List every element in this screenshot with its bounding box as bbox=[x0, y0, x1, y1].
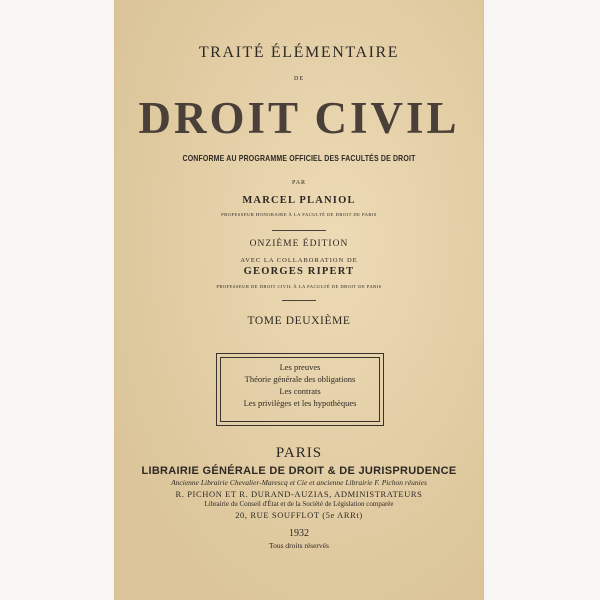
author-name: MARCEL PLANIOL bbox=[242, 195, 356, 206]
author-title: PROFESSEUR HONORAIRE À LA FACULTÉ DE DROIT DE PARIS bbox=[221, 212, 377, 217]
contents-item: Les privilèges et les hypothèques bbox=[243, 398, 357, 408]
conformity-line: CONFORME AU PROGRAMME OFFICIEL DES FACULTÉS DE DROIT bbox=[182, 153, 416, 163]
main-title: DROIT CIVIL bbox=[138, 93, 460, 143]
divider-rule bbox=[272, 230, 326, 231]
divider-rule bbox=[282, 300, 316, 301]
treatise-heading: TRAITÉ ÉLÉMENTAIRE bbox=[198, 44, 400, 61]
publication-year: 1932 bbox=[289, 528, 309, 539]
contents-box bbox=[216, 353, 384, 426]
publisher-address: 20, RUE SOUFFLOT (5e ARRt) bbox=[235, 510, 363, 520]
publisher-name: LIBRAIRIE GÉNÉRALE DE DROIT & DE JURISPRUDENCE bbox=[141, 465, 457, 477]
rights-notice: Tous droits réservés bbox=[269, 541, 329, 550]
contents-item: Théorie générale des obligations bbox=[244, 374, 356, 384]
de-label: DE bbox=[294, 76, 304, 82]
contents-item: Les contrats bbox=[279, 386, 321, 396]
publisher-former-names: Ancienne Librairie Chevalier-Marescq et Cie et ancienne Librairie F. Pichon réunies bbox=[171, 478, 427, 487]
edition-line: ONZIÈME ÉDITION bbox=[249, 239, 349, 249]
collaborator-title: PROFESSEUR DE DROIT CIVIL À LA FACULTÉ DE DROIT DE PARIS bbox=[216, 284, 382, 289]
collaboration-line: AVEC LA COLLABORATION DE bbox=[240, 257, 358, 264]
contents-item: Les preuves bbox=[279, 362, 321, 372]
title-page bbox=[115, 0, 483, 600]
volume-label: TOME DEUXIÈME bbox=[247, 315, 351, 327]
collaborator-name: GEORGES RIPERT bbox=[243, 266, 355, 277]
publisher-council-note: Librairie du Conseil d'État et de la Société de Législation comparée bbox=[204, 500, 394, 508]
par-label: PAR bbox=[291, 180, 307, 186]
publisher-administrators: R. PICHON ET R. DURAND-AUZIAS, ADMINISTRATEURS bbox=[175, 489, 423, 499]
imprint-city: PARIS bbox=[275, 445, 323, 461]
